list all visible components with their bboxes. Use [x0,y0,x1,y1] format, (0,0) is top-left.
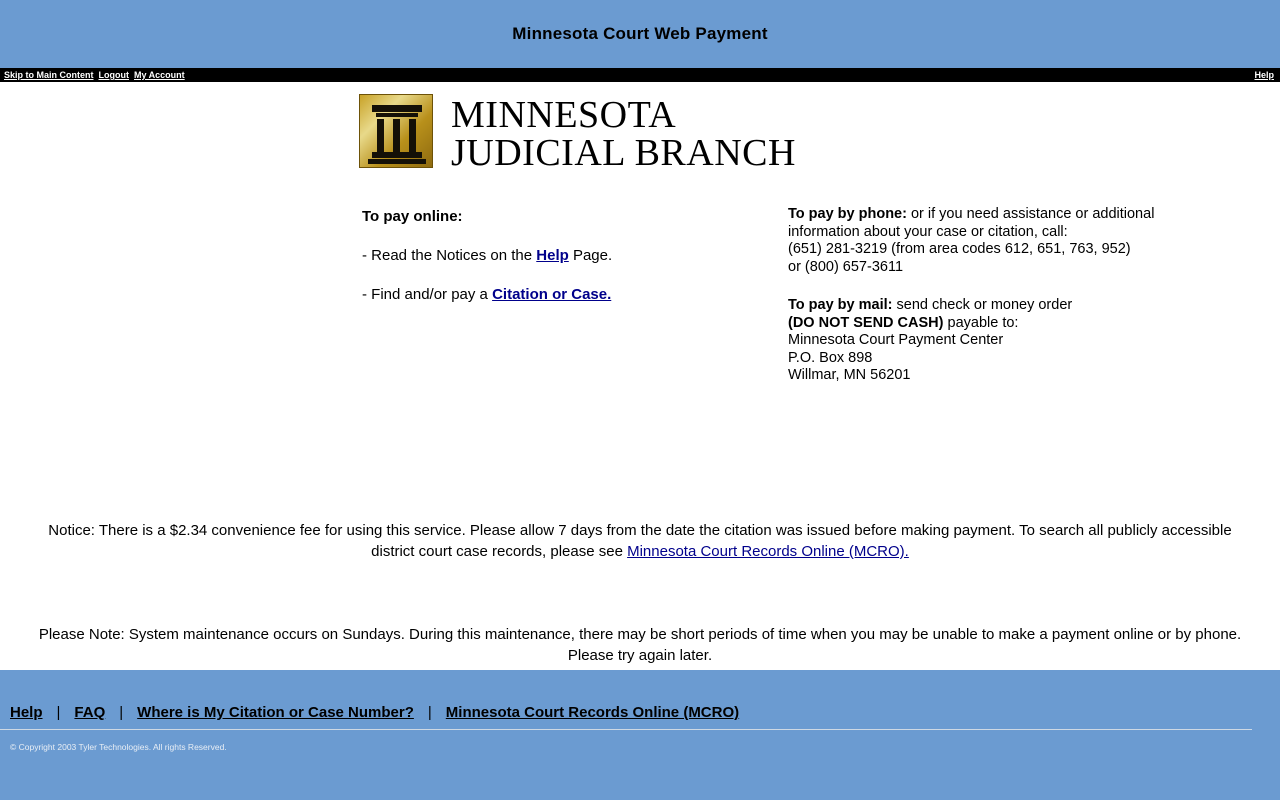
pay-by-mail-heading: To pay by mail: [788,297,893,313]
courthouse-pillar-icon [359,94,433,168]
convenience-fee-notice [0,520,1280,562]
nav-right-links [1254,68,1274,82]
main-content-columns [0,206,1280,456]
page-header-banner [0,0,1280,68]
logo-wordmark [451,94,796,172]
help-page-link[interactable]: Help [536,247,569,264]
logo-line-2: JUDICIAL BRANCH [451,132,796,174]
pay-online-heading: To pay online: [362,208,463,225]
footer-separator-2: | [119,704,124,721]
pay-by-phone-block [788,206,1208,276]
pay-by-mail-block [788,297,1208,385]
do-not-send-cash-warning: (DO NOT SEND CASH) [788,314,944,331]
pay-online-item1-suffix: Page. [568,247,613,264]
pay-by-phone-text: or if you need assistance or additional information about your case or citation, call: [788,206,1155,240]
footer-link-mcro[interactable]: Minnesota Court Records Online (MCRO) [445,704,740,721]
page-title: Minnesota Court Web Payment [512,24,768,43]
footer-link-citation-number[interactable]: Where is My Citation or Case Number? [137,704,414,721]
pay-by-mail-text: send check or money order [892,297,1073,313]
footer-separator-3: | [427,704,432,721]
mail-address-line-2: P.O. Box 898 [788,349,873,366]
convenience-fee-notice-text: Notice: There is a $2.34 convenience fee for using this service. Please allow 7 days from the date the citation was issued before making payment. To search all publicly accessible district court case records, please see [48,522,1232,560]
footer-separator-1: | [56,704,61,721]
citation-or-case-link[interactable]: Citation or Case. [492,286,612,303]
mail-address-line-1: Minnesota Court Payment Center [788,332,1004,348]
footer-link-faq[interactable]: FAQ [74,704,106,721]
maintenance-notice: Please Note: System maintenance occurs on Sundays. During this maintenance, there may be short periods of time when you may be unable to make a payment online or by phone. Please try again later. [38,626,1242,664]
pay-online-section [362,206,742,323]
branding-logo [0,82,1280,172]
pay-alternatives-section [788,206,1208,385]
nav-skip-to-main-content[interactable]: Skip to Main Content [4,70,94,80]
nav-my-account[interactable]: My Account [134,70,185,80]
pay-by-phone-number-1: (651) 281-3219 (from area codes 612, 651, 763, 952) [788,241,1131,257]
footer-link-help[interactable]: Help [10,704,43,721]
page-footer [0,670,1280,800]
mcro-inline-link[interactable]: Minnesota Court Records Online (MCRO). [627,543,909,560]
nav-help[interactable]: Help [1254,70,1274,80]
logo-line-1: MINNESOTA [451,94,677,136]
pay-by-mail-no-cash [788,315,1208,333]
payable-to-text: payable to: [943,314,1019,331]
nav-logout[interactable]: Logout [98,70,129,80]
pay-online-item-notices [362,245,742,266]
pay-by-phone-heading: To pay by phone: [788,206,907,222]
pay-online-item1-prefix: - Read the Notices on the [362,247,537,264]
top-navigation-bar [0,68,1280,82]
pay-by-phone-number-2: or (800) 657-3611 [788,258,904,275]
mail-address-line-3: Willmar, MN 56201 [788,367,911,383]
copyright-text: © Copyright 2003 Tyler Technologies. All rights Reserved. [10,742,227,752]
pay-online-item2-prefix: - Find and/or pay a [362,286,493,303]
footer-link-bar [0,704,1252,730]
pay-online-item-citation [362,284,742,305]
